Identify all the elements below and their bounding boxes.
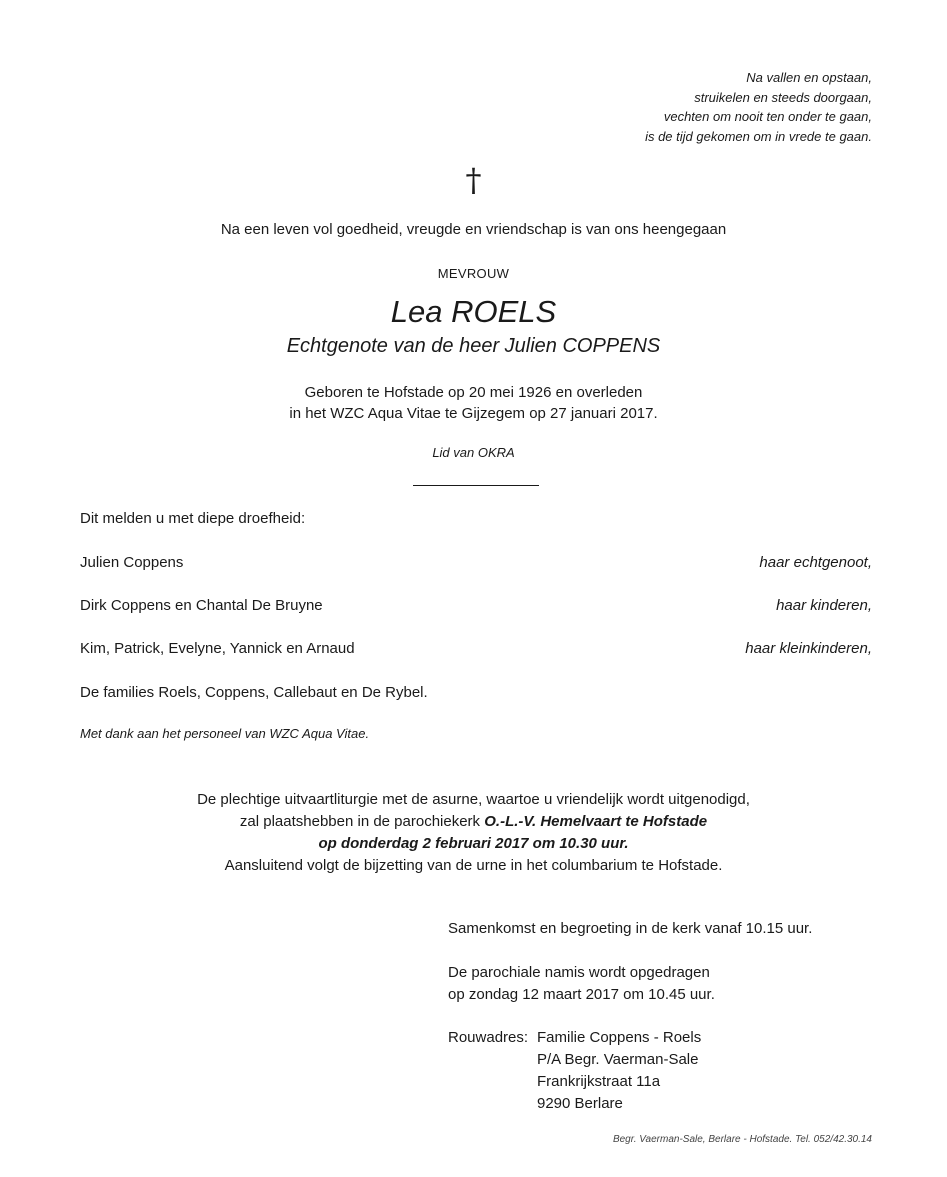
funeral-line: Aansluitend volgt de bijzetting van de urne in het columbarium te Hofstade. — [224, 857, 723, 874]
mass-line: De parochiale namis wordt opgedragen — [448, 964, 710, 981]
funeral-info — [0, 789, 947, 877]
families-line: De families Roels, Coppens, Callebaut en De Rybel. — [80, 684, 428, 701]
family-names: Kim, Patrick, Evelyne, Yannick en Arnaud — [80, 640, 355, 657]
funeral-date: op donderdag 2 februari 2017 om 10.30 uur. — [318, 835, 629, 852]
funeral-line-prefix: zal plaatshebben in de parochiekerk — [239, 813, 485, 830]
church-name: O.-L.-V. Hemelvaart te Hofstade — [484, 813, 708, 830]
poem-line: vechten om nooit ten onder te gaan, — [663, 109, 872, 124]
address-line: 9290 Berlare — [537, 1095, 623, 1112]
address-line: Frankrijkstraat 11a — [537, 1073, 661, 1090]
poem-line: Na vallen en opstaan, — [746, 70, 872, 85]
poem — [472, 68, 872, 146]
membership: Lid van OKRA — [432, 445, 515, 460]
address-label: Rouwadres: — [448, 1029, 529, 1046]
family-relation: haar kinderen, — [776, 597, 872, 614]
footer-undertaker: Begr. Vaerman-Sale, Berlare - Hofstade. Tel. 052/42.30.14 — [612, 1134, 872, 1145]
family-names: Dirk Coppens en Chantal De Bruyne — [80, 597, 323, 614]
spouse-line: Echtgenote van de heer Julien COPPENS — [286, 335, 661, 357]
address-line: P/A Begr. Vaerman-Sale — [537, 1051, 699, 1068]
divider — [413, 485, 539, 486]
mass-line: op zondag 12 maart 2017 om 10.45 uur. — [448, 986, 715, 1003]
deceased-name: Lea ROELS — [390, 294, 557, 329]
thanks-note: Met dank aan het personeel van WZC Aqua Vitae. — [80, 726, 370, 741]
birth-death-info — [0, 382, 947, 424]
mourning-address — [448, 1027, 701, 1115]
address-line: Familie Coppens - Roels — [537, 1029, 702, 1046]
poem-line: is de tijd gekomen om in vrede te gaan. — [645, 128, 872, 144]
gathering-info: Samenkomst en begroeting in de kerk vanaf 10.15 uur. — [448, 920, 813, 937]
announcement: Dit melden u met diepe droefheid: — [80, 510, 306, 527]
family-relation: haar kleinkinderen, — [745, 640, 872, 657]
funeral-line: De plechtige uitvaartliturgie met de asurne, waartoe u vriendelijk wordt uitgenodigd, — [197, 791, 750, 808]
birth-line: Geboren te Hofstade op 20 mei 1926 en overleden — [304, 384, 643, 401]
family-relation: haar echtgenoot, — [759, 554, 872, 571]
poem-line: struikelen en steeds doorgaan, — [694, 89, 872, 105]
funeral-line — [0, 811, 947, 833]
family-names: Julien Coppens — [80, 554, 184, 571]
honorific: MEVROUW — [437, 266, 510, 281]
intro-text: Na een leven vol goedheid, vreugde en vriendschap is van ons heengegaan — [220, 221, 727, 238]
mass-info — [448, 962, 715, 1006]
cross-icon: † — [465, 161, 482, 199]
death-line: in het WZC Aqua Vitae te Gijzegem op 27 januari 2017. — [289, 405, 658, 422]
